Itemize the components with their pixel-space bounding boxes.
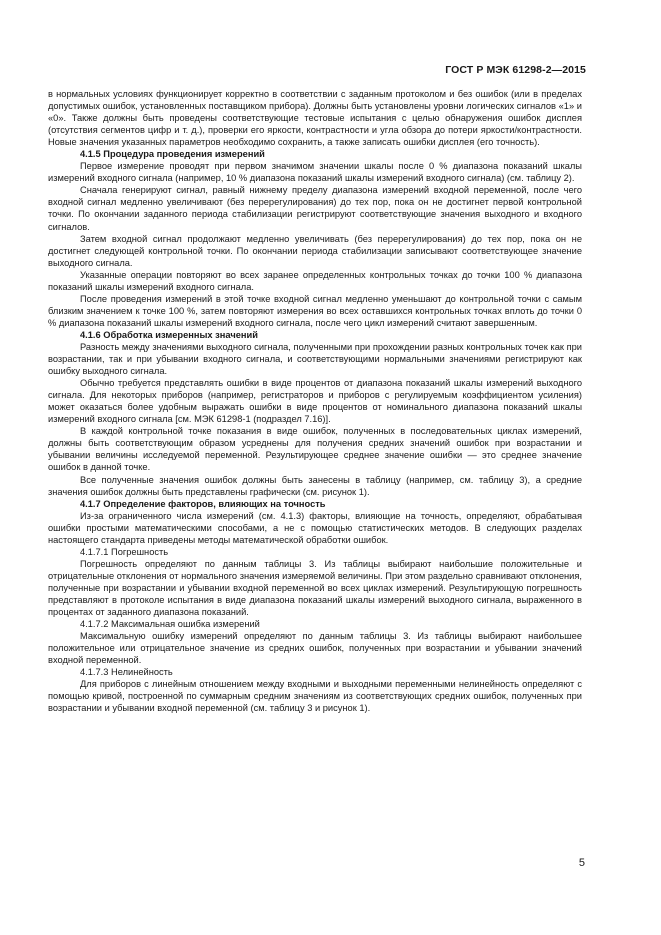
paragraph: Затем входной сигнал продолжают медленно увеличивать (без перерегулирования) до тех пор, пока он не достигнет следующей контрольной точки. По окончании периода стабилизации записывают соответствующее значение выходного сигнала. [48, 233, 582, 268]
subsection-heading-4-1-7-1: 4.1.7.1 Погрешность [80, 546, 169, 557]
paragraph: Из-за ограниченного числа измерений (см. 4.1.3) факторы, влияющие на точность, определяют, обрабатывая ошибки простыми математическими способами, а не с помощью статистических методов. В следующих разделах настоящего стандарта приведены методы математической обработки ошибок. [48, 510, 582, 545]
document-header: ГОСТ Р МЭК 61298-2—2015 [445, 64, 586, 76]
page-number: 5 [578, 857, 585, 869]
paragraph: Указанные операции повторяют во всех заранее определенных контрольных точках до точки 100 % диапазона показаний шкалы измерений входного сигнала. [48, 269, 582, 292]
paragraph: После проведения измерений в этой точке входной сигнал медленно уменьшают до контрольной точки с самым близким значением к точке 100 %, затем повторяют измерения во всех оставшихся контрольных точках вплоть до точки 0 % диапазона показаний шкалы измерений входного сигнала, после чего цикл измерений считают завершенным. [48, 293, 582, 328]
subsection-heading-4-1-7-2: 4.1.7.2 Максимальная ошибка измерений [80, 619, 260, 630]
paragraph: Максимальную ошибку измерений определяют по данным таблицы 3. Из таблицы выбирают наибольшее положительное или отрицательное значение из средних ошибок, полученных при возрастании и убывании значений входной переменной. [48, 631, 582, 666]
section-heading-4-1-7: 4.1.7 Определение факторов, влияющих на точность [80, 498, 326, 509]
section-heading-4-1-5: 4.1.5 Процедура проведения измерений [80, 149, 265, 160]
paragraph: В каждой контрольной точке показания в виде ошибок, полученных в последовательных циклах измерений, должны быть соответствующим образом усреднены для получения средних значений ошибок при возрастании и убывании величины исследуемой переменной. Результирующее среднее значение ошибки — это среднее значение ошибок в данной точке. [48, 426, 582, 473]
paragraph: Первое измерение проводят при первом значимом значении шкалы после 0 % диапазона показаний шкалы измерений входного сигнала (например, 10 % диапазона показаний шкалы измерений входного сигнала) (см. таблицу 2). [48, 161, 582, 184]
paragraph-continuation: в нормальных условиях функционирует корректно в соответствии с заданным протоколом и без ошибок (или в пределах допустимых ошибок, установленных поставщиком прибора). Должны быть установлены уровни логических сигналов «1» и «0». Также должны быть проведены соответствующие тестовые испытания с целью обнаружения ошибок дисплея (отсутствия сегментов цифр и т. д.), проверки его яркости, контрастности и угла обзора до потери яркости/контрастности. Новые значения указанных параметров необходимо сохранить, а также записать ошибки дисплея (его точность). [48, 89, 582, 148]
section-heading-4-1-6: 4.1.6 Обработка измеренных значений [80, 329, 258, 340]
paragraph: Погрешность определяют по данным таблицы 3. Из таблицы выбирают наибольшие положительные и отрицательные отклонения от нормального значения измеряемой величины. При этом раздельно сравнивают отклонения, полученные при возрастании и убывании входной переменной во всех циклах измерений. Результирующую погрешность представляют в протоколе испытания в виде диапазона показаний шкалы измерений выходного сигнала, выраженного в процентах от заданного диапазона показаний. [48, 558, 582, 618]
paragraph: Обычно требуется представлять ошибки в виде процентов от диапазона показаний шкалы измерений выходного сигнала. Для некоторых приборов (например, регистраторов и приборов с регулируемым коэффициентом усиления) может оказаться более удобным выражать ошибки в виде процентов от номинального диапазона показаний шкалы измерений входного сигнала [см. МЭК 61298-1 (подраздел 7.16)]. [48, 378, 582, 425]
paragraph: Для приборов с линейным отношением между входными и выходными переменными нелинейность определяют с помощью кривой, построенной по суммарным средним значениям из соответствующих средних ошибок, полученных при возрастании и убывании входной переменной (см. таблицу 3 и рисунок 1). [48, 679, 582, 714]
paragraph: Сначала генерируют сигнал, равный нижнему пределу диапазона измерений входной переменной, после чего входной сигнал медленно увеличивают (без перерегулирования) до тех пор, пока он не достигнет первой контрольной точки. По окончании заданного периода стабилизации регистрируют соответствующие значения выходного и входного сигналов. [48, 185, 582, 232]
subsection-heading-4-1-7-3: 4.1.7.3 Нелинейность [80, 667, 173, 678]
document-body [48, 88, 582, 714]
paragraph: Все полученные значения ошибок должны быть занесены в таблицу (например, см. таблицу 3), а средние значения ошибок должны быть представлены графически (см. рисунок 1). [48, 474, 582, 497]
paragraph: Разность между значениями выходного сигнала, полученными при прохождении разных контрольных точек как при возрастании, так и при убывании входного сигнала, и соответствующими нормальными значениями регистрируют как ошибку выходного сигнала. [48, 341, 582, 377]
